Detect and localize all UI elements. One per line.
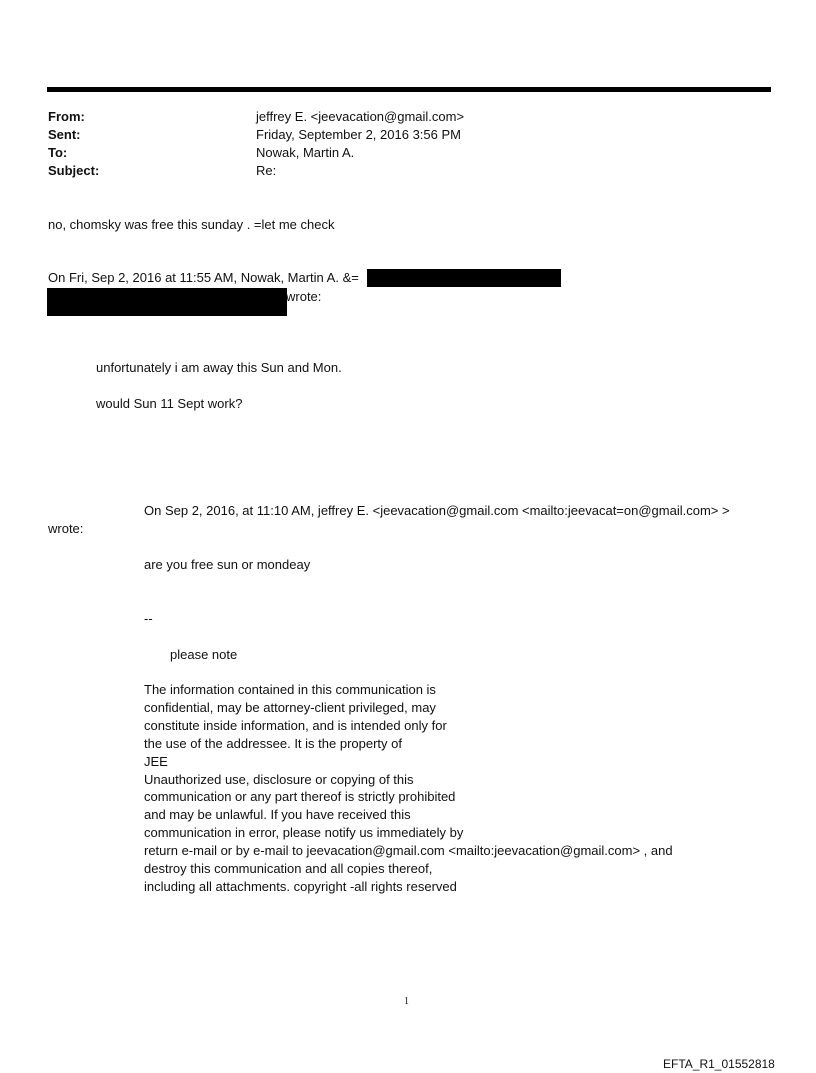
disclaimer-line: confidential, may be attorney-client privileged, may: [144, 699, 436, 715]
sent-value: Friday, September 2, 2016 3:56 PM: [256, 127, 461, 142]
please-note-heading: please note: [170, 647, 238, 662]
to-label: To:: [48, 145, 68, 160]
signature-separator: --: [144, 611, 153, 626]
disclaimer-line: destroy this communication and all copies thereof,: [144, 861, 433, 877]
subject-label: Subject:: [48, 163, 100, 178]
disclaimer-line: JEE: [144, 753, 168, 769]
disclaimer-line: constitute inside information, and is intended only for: [144, 717, 447, 733]
reply-text: no, chomsky was free this sunday . =let me check: [48, 217, 335, 232]
header-divider-rule: [47, 87, 771, 92]
disclaimer-line: including all attachments. copyright -all rights reserved: [144, 878, 457, 894]
redaction-block: [367, 269, 561, 287]
quote1-wrote: wrote:: [286, 289, 322, 304]
page-number: 1: [404, 996, 409, 1007]
quote1-intro: On Fri, Sep 2, 2016 at 11:55 AM, Nowak, Martin A. &=: [48, 270, 359, 285]
disclaimer-line: the use of the addressee. It is the property of: [144, 735, 402, 751]
disclaimer-line: communication or any part thereof is strictly prohibited: [144, 789, 456, 805]
from-label: From:: [48, 109, 85, 124]
quote2-intro: On Sep 2, 2016, at 11:10 AM, jeffrey E. <jeevacation@gmail.com <mailto:jeevacat=on@gmail.com> >: [144, 503, 730, 518]
quote1-line1: unfortunately i am away this Sun and Mon.: [96, 360, 342, 375]
disclaimer-line: The information contained in this communication is: [144, 682, 436, 697]
quote1-line2: would Sun 11 Sept work?: [96, 396, 243, 411]
disclaimer-line: return e-mail or by e-mail to jeevacation@gmail.com <mailto:jeevacation@gmail.com> , and: [144, 843, 673, 859]
quote2-line1: are you free sun or mondeay: [144, 557, 311, 572]
redaction-block: [47, 288, 287, 316]
to-value: Nowak, Martin A.: [256, 145, 355, 160]
disclaimer-line: communication in error, please notify us immediately by: [144, 825, 464, 841]
sent-label: Sent:: [48, 127, 81, 142]
confidentiality-disclaimer: [144, 681, 673, 896]
quote2-wrote: wrote:: [48, 521, 84, 536]
disclaimer-line: Unauthorized use, disclosure or copying of this: [144, 771, 414, 787]
from-value: jeffrey E. <jeevacation@gmail.com>: [256, 109, 465, 124]
subject-value: Re:: [256, 163, 277, 178]
disclaimer-line: and may be unlawful. If you have received this: [144, 807, 411, 823]
document-id: EFTA_R1_01552818: [663, 1057, 775, 1071]
